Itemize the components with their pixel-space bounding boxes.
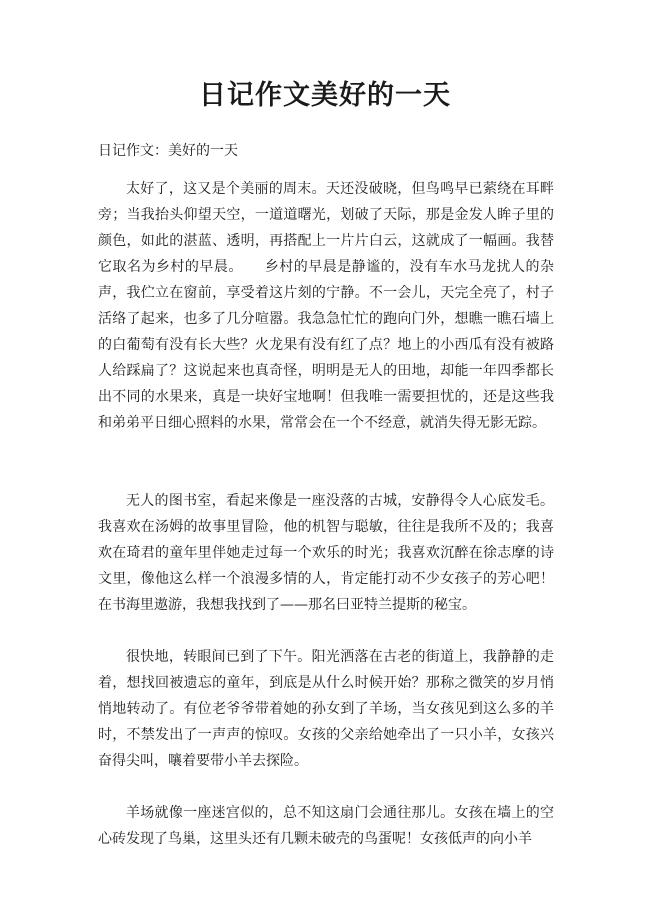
paragraph-1: 太好了，这又是个美丽的周末。天还没破晓，但鸟鸣早已萦绕在耳畔旁；当我抬头仰望天空，一道道曙光，划破了天际，那是金发人眸子里的颜色，如此的湛蓝、透明，再搭配上一片片白云，这就成了一幅画。我替它取名为乡村的早晨。 乡村的早晨是静谧的，没有车水马龙扰人的杂声，我伫立在窗前，享受着这片刻的宁静。不一会儿，天完全亮了，村子活络了起来，也多了几分喧嚣。我急急忙忙的跑向门外，想瞧一瞧石墙上的白葡萄有没有长大些？火龙果有没有红了点？地上的小西瓜有没有被路人给踩扁了？这说起来也真奇怪，明明是无人的田地，却能一年四季都长出不同的水果来，真是一块好宝地啊！但我唯一需要担忧的，还是这些我和弟弟平日细心照料的水果，常常会在一个不经意，就消失得无影无踪。 [98,181,554,431]
paragraph-3: 很快地，转眼间已到了下午。阳光洒落在古老的街道上，我静静的走着，想找回被遗忘的童年，到底是从什么时候开始？那称之微笑的岁月悄悄地转动了。有位老爷爷带着她的孙女到了羊场，当女孩见到这么多的羊时，不禁发出了一声声的惊叹。女孩的父亲给她牵出了一只小羊，女孩兴奋得尖叫，嚷着要带小羊去探险。 [98,649,554,769]
paragraph-4: 羊场就像一座迷宫似的，总不知这扇门会通往那儿。女孩在墙上的空心砖发现了鸟巢，这里头还有几颗未破壳的鸟蛋呢！女孩低声的向小羊 [98,805,554,847]
paragraph-2: 无人的图书室，看起来像是一座没落的古城，安静得令人心底发毛。我喜欢在汤姆的故事里冒险，他的机智与聪敏，往往是我所不及的；我喜欢在琦君的童年里伴她走过每一个欢乐的时光；我喜欢沉醉在徐志摩的诗文里，像他这么样一个浪漫多情的人，肯定能打动不少女孩子的芳心吧！在书海里遨游，我想我找到了——那名曰亚特兰提斯的秘宝。 [98,493,554,613]
document-title: 日记作文美好的一天 [199,80,451,111]
document-subtitle: 日记作文：美好的一天 [98,143,238,159]
